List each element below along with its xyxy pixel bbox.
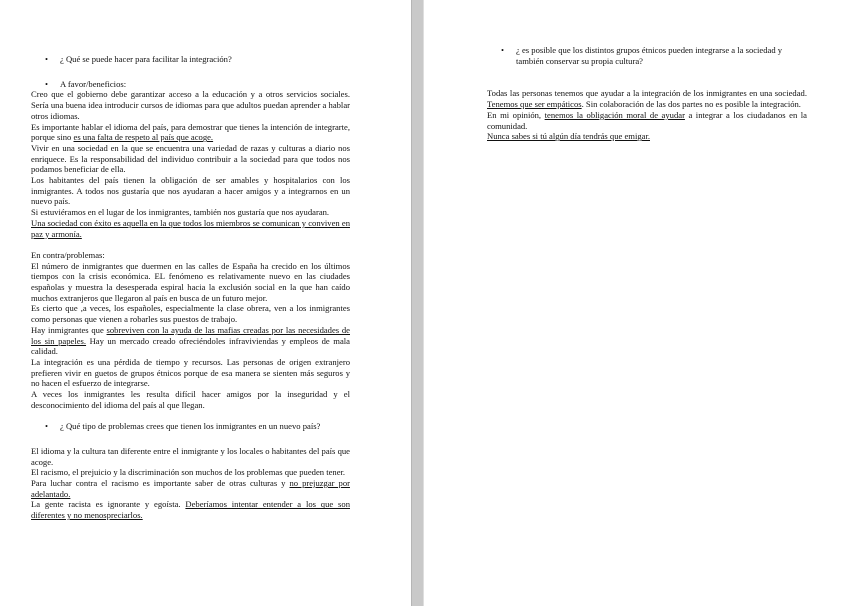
paragraph-empathy: Si estuviéramos en el lugar de los inmigrantes, también nos gustaría que nos ayudaran. — [31, 207, 330, 218]
contra-heading: En contra/problemas: — [31, 249, 105, 260]
paragraph-friendship: A veces los inmigrantes les resulta difícil hacer amigos por la inseguridad y el desconocimiento del idioma del país al que llegan. — [31, 389, 350, 410]
paragraph-racism: El racismo, el prejuicio y la discriminación son muchos de los problemas que pueden tener. — [31, 467, 346, 478]
text: La gente racista es ignorante y egoísta. — [31, 499, 186, 510]
question-problems: • ¿ Qué tipo de problemas crees que tienen los inmigrantes en un nuevo país? — [31, 421, 350, 432]
underlined-text: Tenemos que ser empáticos — [487, 99, 582, 110]
text: Hay un mercado creado ofreciéndoles infraviviendas y empleos de mala calidad. — [31, 335, 350, 357]
text: Para luchar contra el racismo es importante saber de otras culturas y — [31, 477, 290, 488]
paragraph-successful-society: Una sociedad con éxito es aquella en la que todos los miembros se comunican y conviven en paz y armonía. — [31, 217, 350, 239]
paragraph-diversity: Vivir en una sociedad en la que se encuentra una variedad de razas y culturas a diario nos enriquece. Es la responsabilidad del individuo contribuir a la sociedad para que todos nos podamos beneficiar de ella. — [31, 142, 350, 175]
text: Es importante hablar el idioma del país, para demostrar que tienes la intención de integrarte, porque sino — [31, 121, 350, 143]
underlined-text: no prejuzgar por adelantado. — [31, 477, 350, 499]
text: En mi opinión, — [487, 109, 545, 120]
text: a integrar a los ciudadanos en la comunidad. — [487, 109, 807, 131]
document-page-left — [0, 0, 411, 606]
paragraph-jobs: Es cierto que ,a veces, los españoles, especialmente la clase obrera, ven a los inmigrantes como personas que vienen a robarles sus puestos de trabajo. — [31, 303, 350, 325]
paragraph-ghettos: La integración es una pérdida de tiempo y recursos. Las personas de origen extranjero prefieren vivir en guetos de grupos étnicos porque de esa manera se sienten más seguros y no hacen el esfuerzo de integrarse. — [31, 356, 350, 389]
question-integration: • ¿ Qué se puede hacer para facilitar la integración? — [31, 54, 350, 65]
page-right-text — [487, 45, 807, 142]
paragraph-education: Creo que el gobierno debe garantizar acceso a la educación y a otros servicios sociales. Sería una buena idea introducir cursos de idiomas para que adultos puedan aprender a hablar otros idiomas. — [31, 89, 350, 121]
text: . Sin colaboración de las dos partes no es posible la integración. — [581, 99, 801, 110]
favor-heading: • A favor/beneficios: — [31, 79, 350, 90]
paragraph-hospitality: Los habitantes del país tienen la obligación de ser amables y hospitalarios con los inmigrantes. A todos nos gustaría que nos ayudaran a hacer amigos y a integrarnos en un nuevo país. — [31, 175, 350, 207]
paragraph-prejudice — [31, 478, 350, 499]
underlined-text: sobreviven con la ayuda de las mafias creadas por las necesidades de los sin papeles. — [31, 324, 350, 346]
underlined-text: Deberíamos intentar entender a los que son diferentes y no menospreciarlos. — [31, 499, 350, 521]
paragraph-help-integration — [487, 88, 807, 109]
paragraph-culture: El idioma y la cultura tan diferente entre el inmigrante y los locales o habitantes del país que acoge. — [31, 445, 350, 467]
paragraph-mafias — [31, 325, 350, 357]
underlined-text: tenemos la obligación moral de ayudar — [544, 109, 685, 120]
question-ethnic-groups: • ¿ es posible que los distintos grupos étnicos pueden integrarse a la sociedad y también conservar su propia cultura? — [487, 45, 807, 66]
text: Hay inmigrantes que — [31, 324, 107, 335]
text: Todas las personas tenemos que ayudar a la integración de los inmigrantes en una sociedad. — [487, 88, 807, 99]
page-divider — [411, 0, 424, 606]
paragraph-emigrate: Nunca sabes si tú algún día tendrás que emigar. — [487, 131, 650, 142]
underlined-text: es una falta de respeto al país que acoge. — [73, 132, 214, 143]
paragraph-ignorance — [31, 499, 350, 520]
paragraph-moral-obligation — [487, 110, 807, 131]
page-left-text — [31, 54, 350, 521]
paragraph-homeless: El número de inmigrantes que duermen en las calles de España ha crecido en los últimos tiempos con la crisis económica. EL fenómeno es relativamente nuevo en las ciudades españolas y muestra la desesperada espiral hacia la exclusión social en la que han caído muchos extranjeros que llegaron al país en busca de un futuro mejor. — [31, 260, 350, 303]
paragraph-language — [31, 122, 350, 143]
